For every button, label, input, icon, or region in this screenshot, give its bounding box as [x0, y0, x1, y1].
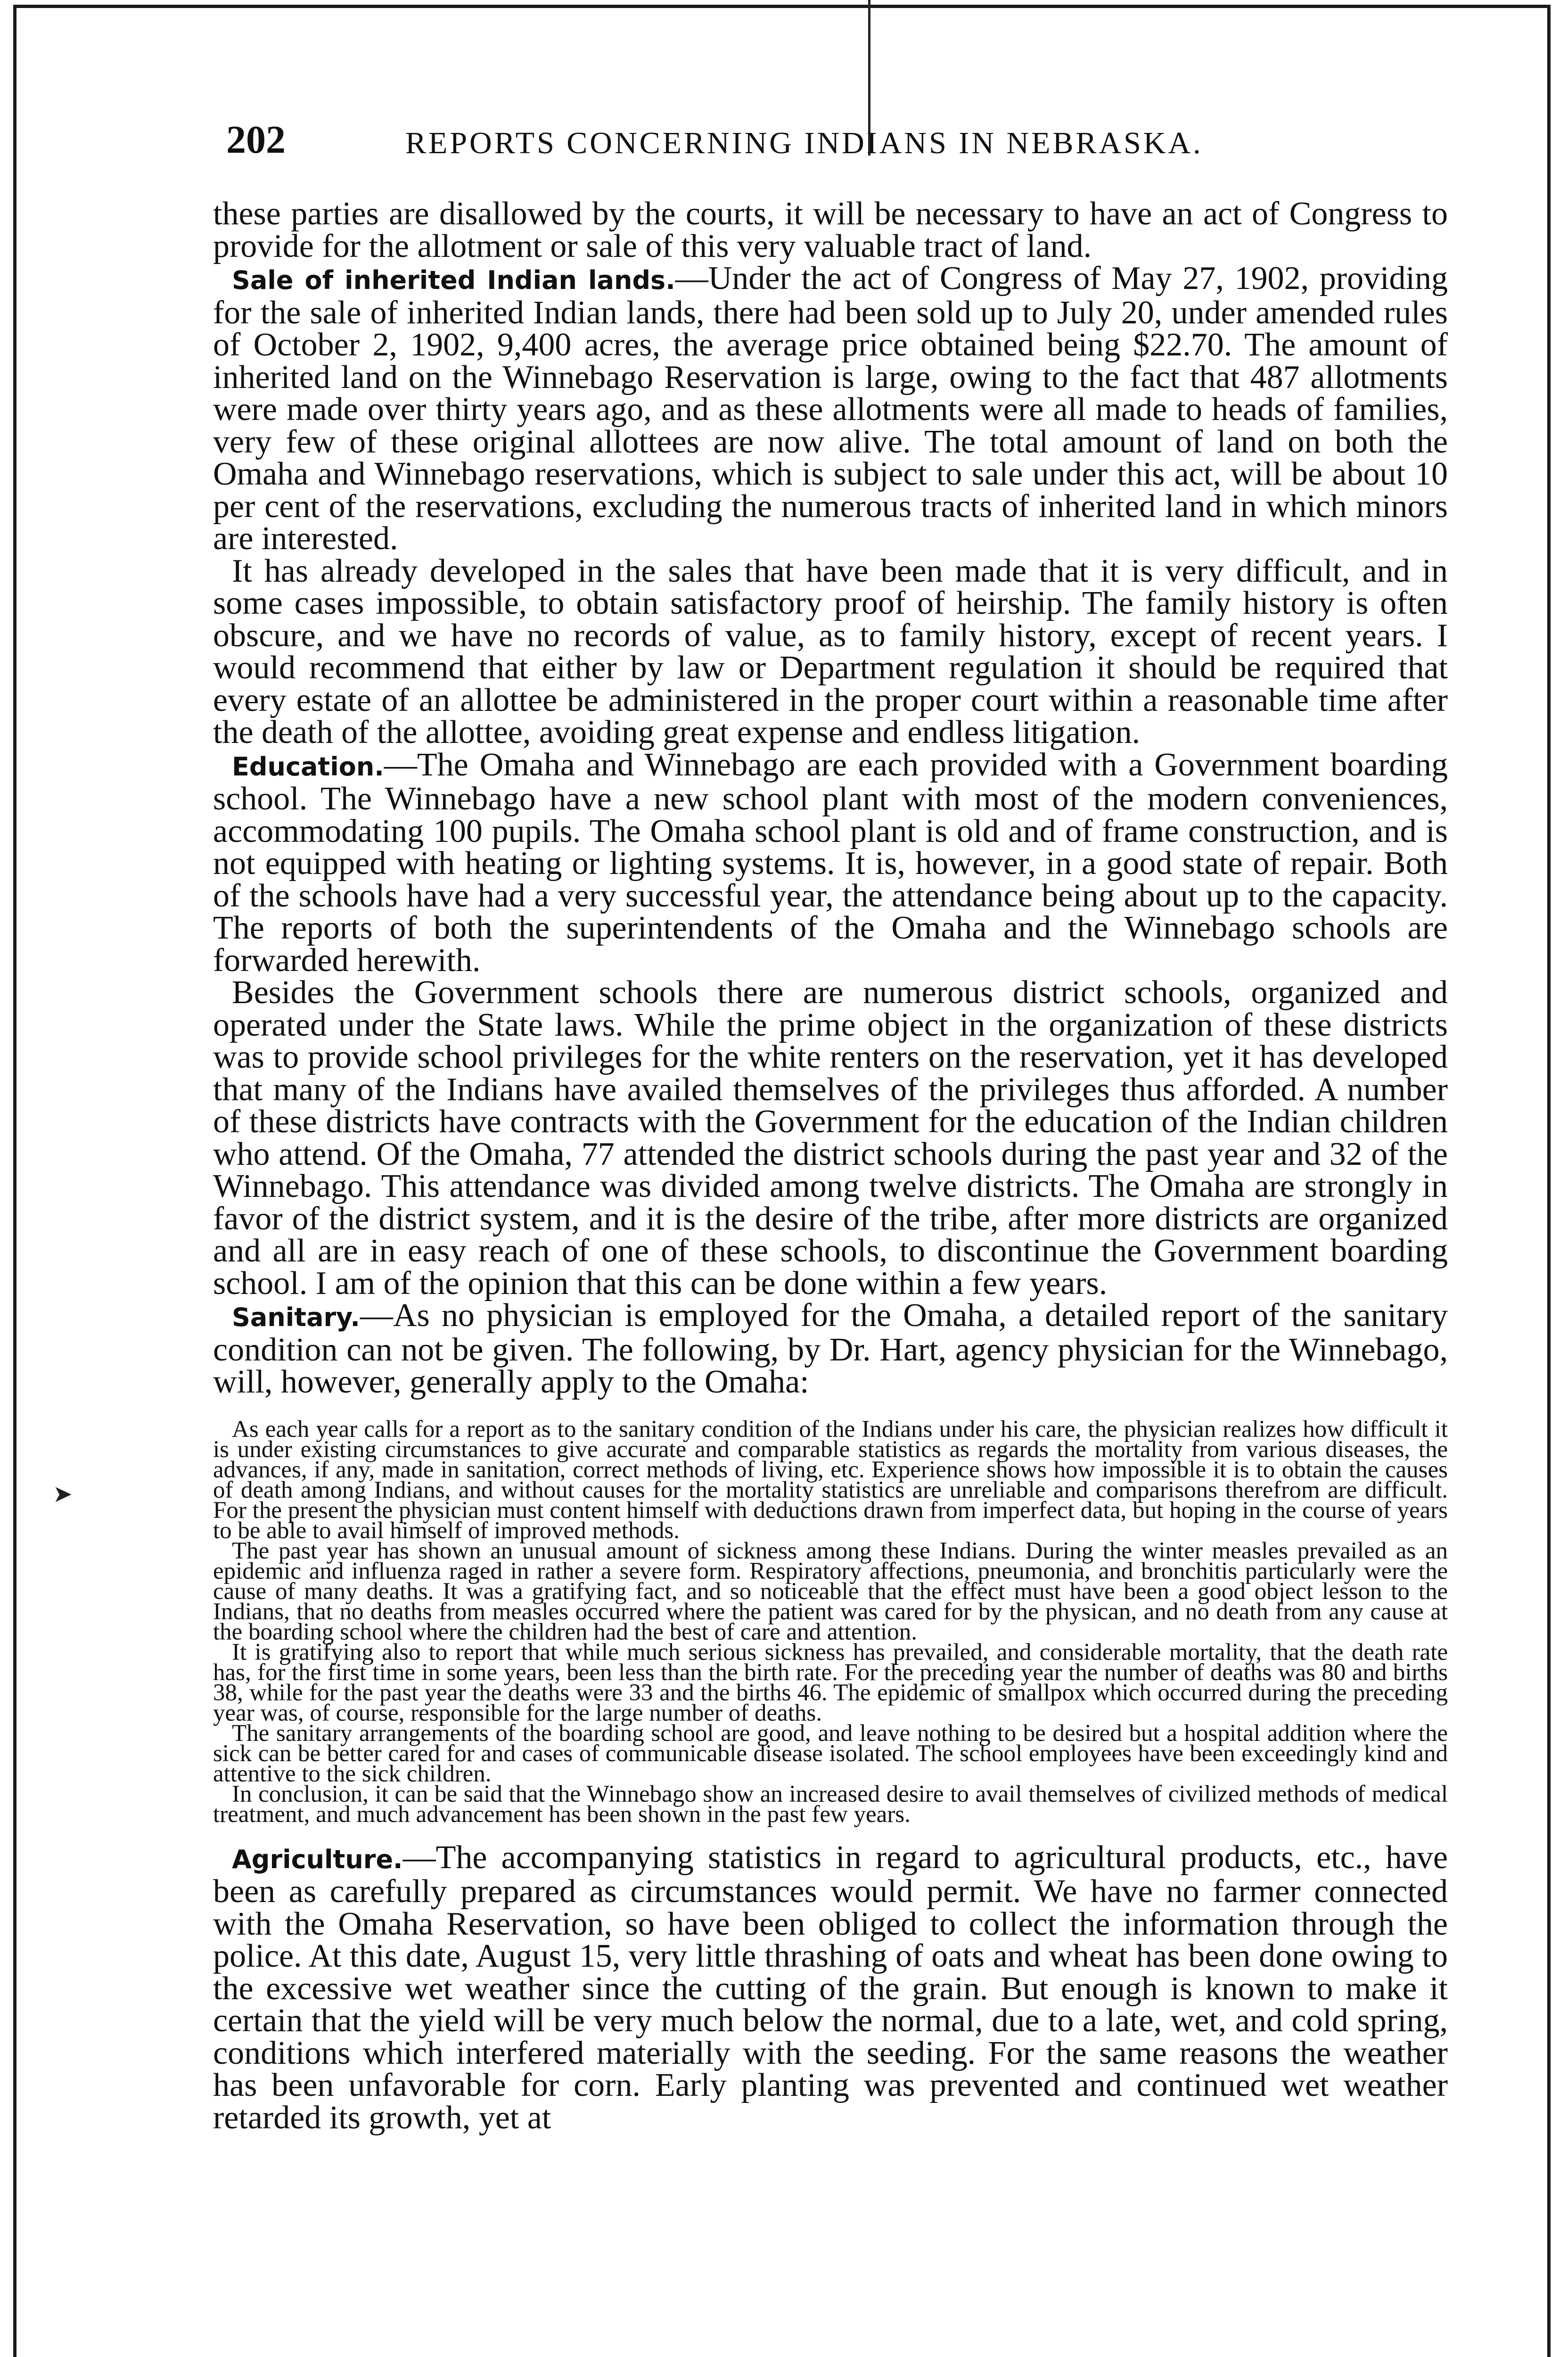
paragraph-text: —The accompanying statistics in regard to agricultural products, etc., have been as carefully prepared as circumstances would permit. We have no farmer connected with the Omaha Reservation, so have been obliged to collect the information through the police. At this date, August 15, very little thrashing of oats and wheat has been done owing to the excessive wet weather since the cutting of the grain. But enough is known to make it certain that the yield will be very much below the normal, due to a late, wet, and cold spring, conditions which interfered materially with the seeding. For the same reasons the weather has been unfavorable for corn. Early planting was prevented and continued wet weather retarded its growth, yet at	[213, 1839, 1448, 2136]
page-body	[213, 198, 1448, 2134]
paragraph-sale-of-inherited-lands	[213, 260, 1448, 557]
paragraph-text: It has already developed in the sales that have been made that it is very difficult, and in some cases impossible, to obtain satisfactory proof of heirship. The family history is often obscure, and we have no records of value, as to family history, except of recent years. I would recommend that either by law or Department regulation it should be required that every estate of an allottee be administered in the proper court within a reasonable time after the death of the allottee, avoiding great expense and endless litigation.	[213, 552, 1448, 750]
paragraph-heirship	[213, 552, 1448, 750]
section-heading-education: Education.	[232, 751, 384, 782]
section-heading-agriculture: Agriculture.	[232, 1844, 403, 1874]
section-heading-sale: Sale of inherited Indian lands.	[232, 265, 675, 295]
paragraph-text: —As no physician is employed for the Omaha, a detailed report of the sanitary condition can not be given. The following, by Dr. Hart, agency physician for the Winnebago, will, however, generally apply to the Omaha:	[213, 1297, 1448, 1400]
paragraph-text: —The Omaha and Winnebago are each provided with a Government boarding school. The Winnebago have a new school plant with most of the modern conveniences, accommodating 100 pupils. The Omaha school plant is old and of frame construction, and is not equipped with heating or lighting systems. It is, however, in a good state of repair. Both of the schools have had a very successful year, the attendance being about up to the capacity. The reports of both the superintendents of the Omaha and the Winnebago schools are forwarded herewith.	[213, 746, 1448, 979]
paragraph-district-schools	[213, 974, 1448, 1302]
running-head: REPORTS CONCERNING INDIANS IN NEBRASKA.	[405, 126, 1203, 160]
paragraph-continued	[213, 198, 1448, 263]
quote-paragraph: It is gratifying also to report that while much serious sickness has prevailed, and considerable mortality, that the death rate has, for the first time in some years, been less than the birth rate. For the preceding year the number of deaths was 80 and births 38, while for the past year the deaths were 33 and the births 46. The epidemic of smallpox which occurred during the preceding year was, of course, responsible for the large number of deaths.	[213, 1639, 1448, 1726]
paragraph-text: —Under the act of Congress of May 27, 1902, providing for the sale of inherited Indian lands, there had been sold up to July 20, under amended rules of October 2, 1902, 9,400 acres, the average price obtained being $22.70. The amount of inherited land on the Winnebago Reservation is large, owing to the fact that 487 allotments were made over thirty years ago, and as these allotments were all made to heads of families, very few of these original allottees are now alive. The total amount of land on both the Omaha and Winnebago reservations, which is subject to sale under this act, will be about 10 per cent of the reservations, excluding the numerous tracts of inherited land in which minors are interested.	[213, 260, 1448, 557]
paragraph-education	[213, 746, 1448, 979]
paragraph-text: Besides the Government schools there are numerous district schools, organized and operated under the State laws. While the prime object in the organization of these districts was to provide school privileges for the white renters on the reservation, yet it has developed that many of the Indians have availed themselves of the privileges thus afforded. A number of these districts have contracts with the Government for the education of the Indian children who attend. Of the Omaha, 77 attended the district schools during the past year and 32 of the Winnebago. This attendance was divided among twelve districts. The Omaha are strongly in favor of the district system, and it is the desire of the tribe, after more districts are organized and all are in easy reach of one of these schools, to discontinue the Government boarding school. I am of the opinion that this can be done within a few years.	[213, 974, 1448, 1302]
quoted-physician-report	[213, 1416, 1448, 1828]
page-number: 202	[226, 118, 286, 162]
section-heading-sanitary: Sanitary.	[232, 1302, 360, 1332]
paragraph-text: these parties are disallowed by the courts, it will be necessary to have an act of Congress to provide for the allotment or sale of this very valuable tract of land.	[213, 196, 1448, 264]
paragraph-agriculture	[213, 1839, 1448, 2136]
margin-arrow-mark: ➤	[53, 1481, 73, 1507]
quote-paragraph: The past year has shown an unusual amount of sickness among these Indians. During the winter measles prevailed as an epidemic and influenza raged in rather a severe form. Respiratory affections, pneumonia, and bronchitis particularly were the cause of many deaths. It was a gratifying fact, and so noticeable that the effect must have been a good object lesson to the Indians, that no deaths from measles occurred where the patient was cared for by the physican, and no death from any cause at the boarding school where the children had the best of care and attention.	[213, 1537, 1448, 1645]
quote-paragraph: The sanitary arrangements of the boarding school are good, and leave nothing to be desired but a hospital addition where the sick can be better cared for and cases of communicable disease isolated. The school employees have been exceedingly kind and attentive to the sick children.	[213, 1720, 1448, 1787]
quote-paragraph: In conclusion, it can be said that the Winnebago show an increased desire to avail themselves of civilized methods of medical treatment, and much advancement has been shown in the past few years.	[213, 1780, 1448, 1828]
quote-paragraph: As each year calls for a report as to the sanitary condition of the Indians under his care, the physician realizes how difficult it is under existing circumstances to give accurate and comparable statistics as regards the mortality from various diseases, the advances, if any, made in sanitation, correct methods of living, etc. Experience shows how impossible it is to obtain the causes of death among Indians, and without causes for the mortality statistics are unreliable and comparisons therefrom are difficult. For the present the physician must content himself with deductions drawn from imperfect data, but hoping in the course of years to be able to avail himself of improved methods.	[213, 1416, 1448, 1544]
page-header	[226, 117, 1287, 169]
paragraph-sanitary	[213, 1297, 1448, 1400]
